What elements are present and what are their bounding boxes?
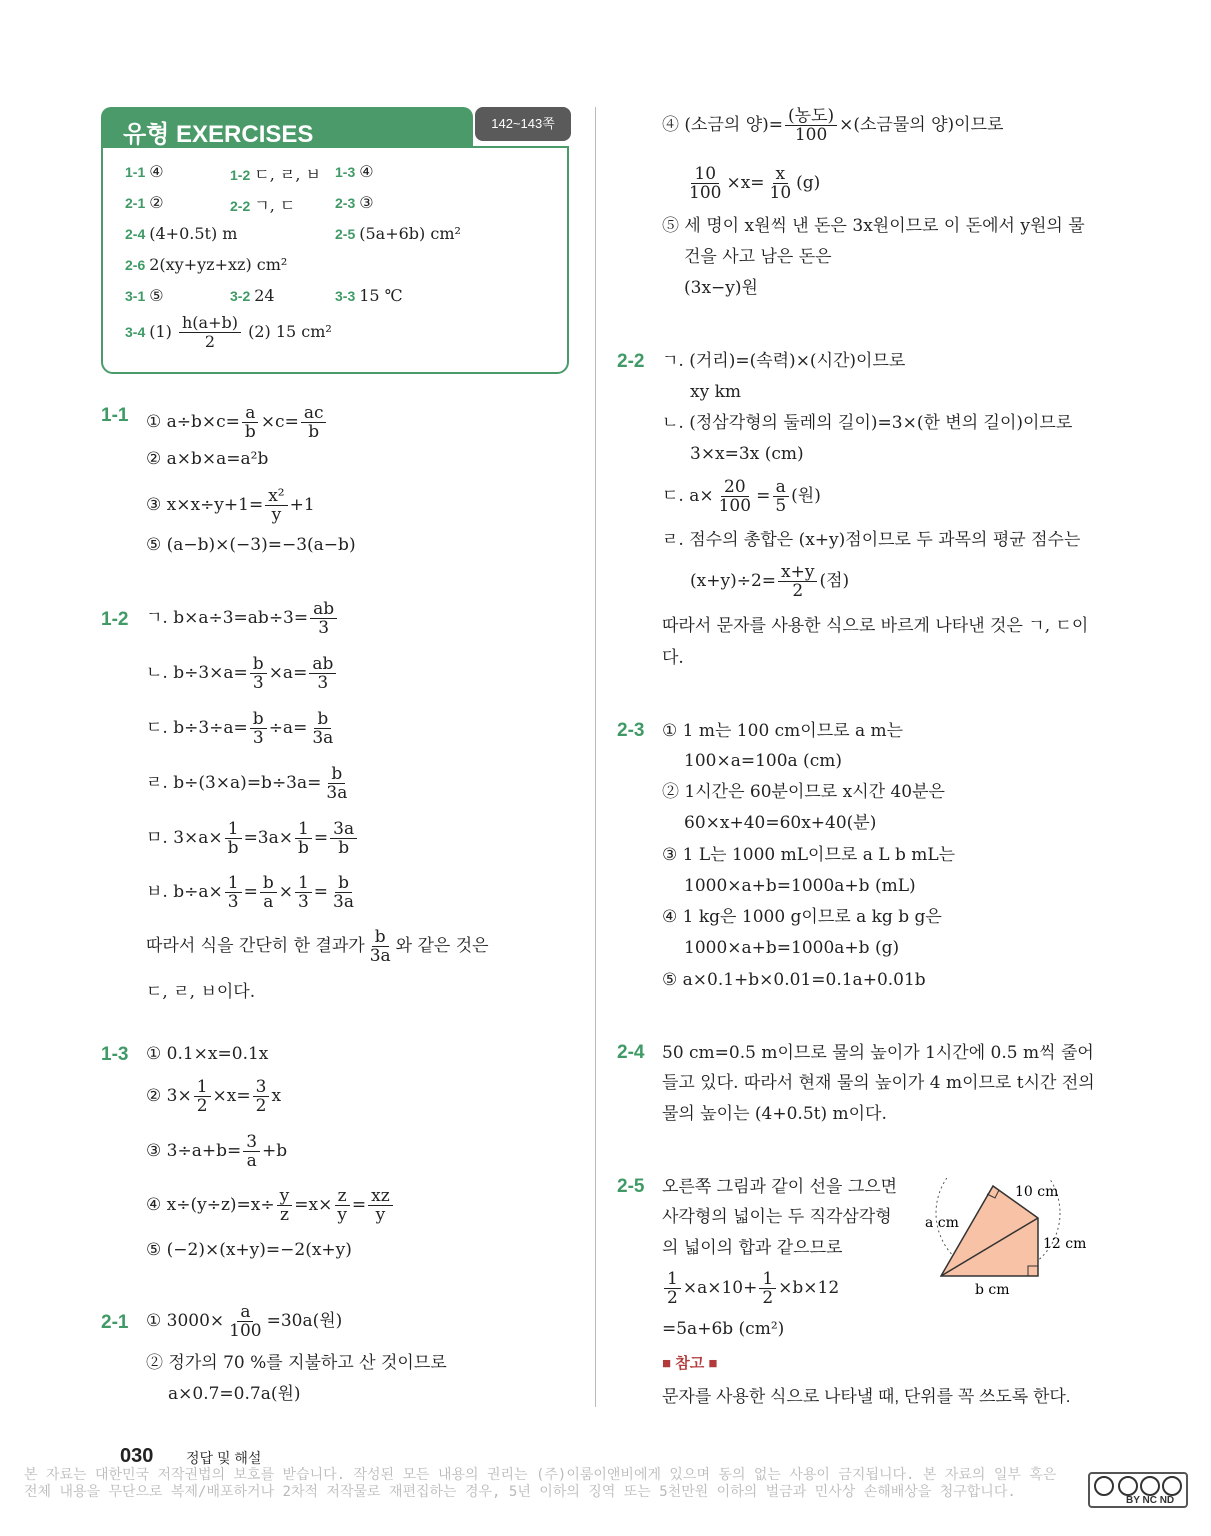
column-divider [595,107,596,1407]
label-bottom: b cm [975,1282,1010,1298]
solution-line: ② a×b×a=a²b [146,449,269,469]
problem-number: 2-4 [617,1042,645,1063]
solution-line: 건을 사고 남은 돈은 [684,247,832,267]
solution-line: 100×a=100a (cm) [684,751,842,771]
answer-item: 2-3 ③ [335,193,374,212]
solution-line: $\frac{1}{2}$ ×a×10+ $\frac{1}{2}$ ×b×12 [662,1270,839,1307]
answer-box [101,146,569,374]
copyright-notice: 본 자료는 대한민국 저작권법의 보호를 받습니다. 작성된 모든 내용의 권리는 (주)이룸이앤비에게 있으며 동의 없는 사용이 금지됩니다. 본 자료의 일부 혹은 전체 내용을 무단으로 복제/배포하거나 2차적 저작물로 재편집하는 경우, 5년 이하의 징역 또는 5천만원 이하의 벌금과 민사상 손해배상을 청구합니다. [24,1467,1057,1500]
solution-line: 따라서 식을 간단히 한 결과가 $\frac{b}{3a}$ 와 같은 것은 [146,927,489,966]
solution-line: ⑤ a×0.1+b×0.01=0.1a+0.01b [662,970,926,990]
solution-line: ⑤ (a−b)×(−3)=−3(a−b) [146,535,356,555]
solution-line: xy km [690,382,742,402]
solution-line: 다. [662,648,684,668]
problem-number: 2-2 [617,351,645,372]
solution-line: a×0.7=0.7a(원) [168,1384,301,1404]
answer-item: 2-5 (5a+6b) cm² [335,224,461,243]
solution-line: ㄴ. b÷3×a= $\frac{b}{3}$ ×a= $\frac{ab}{3}$ [146,655,338,692]
solution-line: 1000×a+b=1000a+b (g) [684,938,900,958]
page-range-tag: 142~143쪽 [475,107,571,141]
header-title: 유형 EXERCISES [123,121,314,148]
solution-line: ㄹ. 점수의 총합은 (x+y)점이므로 두 과목의 평균 점수는 [662,530,1081,550]
solution-line: ㄷ. b÷3÷a= $\frac{b}{3}$ ÷a= $\frac{b}{3a}$ [146,709,334,748]
exercises-header [101,107,473,147]
solution-line: 1000×a+b=1000a+b (mL) [684,876,916,896]
answer-item: 1-2 ㄷ, ㄹ, ㅂ [230,165,321,184]
solution-line: ① 0.1×x=0.1x [146,1044,269,1064]
label-left: a cm [925,1215,959,1231]
solution-line: ③ x×x÷y+1= $\frac{\text{x²}}{y}$ +1 [146,486,315,525]
solution-line: ㄷ, ㄹ, ㅂ이다. [146,982,256,1002]
answer-item: 3-1 ⑤ [125,286,164,305]
solution-line: ⑤ 세 명이 x원씩 낸 돈은 3x원이므로 이 돈에서 y원의 물 [662,216,1085,236]
label-top: 10 cm [1015,1184,1059,1200]
answer-item: 3-4 (1) $\frac{h(a+b)}{2}$ (2) 15 cm² [125,313,332,351]
answer-item: 2-4 (4+0.5t) m [125,224,238,243]
solution-line: ㄷ. a× $\frac{20}{100}$ = $\frac{a}{5}$ (원) [662,477,821,516]
solution-line: ② 1시간은 60분이므로 x시간 40분은 [662,782,945,802]
label-right: 12 cm [1043,1236,1087,1252]
solution-line: 50 cm=0.5 m이므로 물의 높이가 1시간에 0.5 m씩 줄어 [662,1043,1094,1063]
solution-line: ㄹ. b÷(3×a)=b÷3a= $\frac{b}{3a}$ [146,764,348,803]
solution-line: ① 1 m는 100 cm이므로 a m는 [662,721,904,741]
problem-number: 2-5 [617,1176,645,1197]
answer-item: 1-3 ④ [335,162,374,181]
solution-line: $\frac{10}{100}$ ×x= $\frac{x}{10}$ (g) [689,164,821,203]
solution-line: ② 정가의 70 %를 지불하고 산 것이므로 [146,1353,447,1373]
footer-label: 정답 및 해설 [186,1450,262,1466]
solution-line: 오른쪽 그림과 같이 선을 그으면 [662,1177,898,1197]
solution-line: ④ (소금의 양)= $\frac{\text{(농도)}}{100}$ ×(소금물의 양)이므로 [662,106,1004,145]
note-text: 문자를 사용한 식으로 나타낼 때, 단위를 꼭 쓰도록 한다. [662,1387,1071,1406]
answer-item: 2-2 ㄱ, ㄷ [230,196,296,215]
solution-line: ① a÷b×c= $\frac{a}{b}$ ×c= $\frac{ac}{b}$ [146,404,328,441]
answer-item: 2-1 ② [125,193,164,212]
cc-text: BY NC ND [1126,1495,1175,1506]
solution-line: ② 3× $\frac{1}{2}$ ×x= $\frac{3}{2}$ x [146,1077,282,1116]
cc-icons [1092,1476,1188,1496]
solution-line: (x+y)÷2= $\frac{x+y}{2}$ (점) [690,562,850,601]
solution-line: ㄴ. (정삼각형의 둘레의 길이)=3×(한 변의 길이)이므로 [662,413,1073,433]
solution-line: 60×x+40=60x+40(분) [684,813,877,833]
solution-line: ① 3000× $\frac{a}{100}$ =30a(원) [146,1302,343,1341]
solution-line: ④ 1 kg은 1000 g이므로 a kg b g은 [662,907,942,927]
page-number: 030 [120,1445,154,1467]
solution-line: ⑤ (−2)×(x+y)=−2(x+y) [146,1240,352,1260]
solution-line: 의 넓이의 합과 같으므로 [662,1238,843,1258]
problem-number: 2-3 [617,720,645,741]
problem-number: 2-1 [101,1312,129,1333]
problem-number: 1-1 [101,405,129,426]
solution-line: ③ 1 L는 1000 mL이므로 a L b mL는 [662,845,956,865]
solution-line: ③ 3÷a+b= $\frac{3}{a}$ +b [146,1132,288,1171]
cc-license-badge [1088,1472,1188,1508]
solution-line: 3×x=3x (cm) [690,444,804,464]
solution-line: ㄱ. b×a÷3=ab÷3= $\frac{ab}{3}$ [146,600,339,637]
answer-item: 3-3 15 ℃ [335,286,403,305]
solution-line: 따라서 문자를 사용한 식으로 바르게 나타낸 것은 ㄱ, ㄷ이 [662,616,1089,636]
answer-item: 2-6 2(xy+yz+xz) cm² [125,255,288,274]
solution-line: =5a+6b (cm²) [662,1319,785,1339]
problem-number: 1-3 [101,1044,129,1065]
problem-number: 1-2 [101,609,129,630]
solution-line: 사각형의 넓이는 두 직각삼각형 [662,1207,892,1227]
solution-line: 들고 있다. 따라서 현재 물의 높이가 4 m이므로 t시간 전의 [662,1073,1095,1093]
solution-line: (3x−y)원 [684,278,758,298]
solution-line: ④ x÷(y÷z)=x÷ $\frac{y}{z}$ =x× $\frac{z}{y}$ = $\frac{xz}{y}$ [146,1187,395,1224]
solution-line: ㅁ. 3×a× $\frac{1}{b}$ =3a× $\frac{1}{b}$ = $\frac{3a}{b}$ [146,820,359,857]
solution-line: ㄱ. (거리)=(속력)×(시간)이므로 [662,351,906,371]
quadrilateral-figure [925,1178,1095,1298]
answer-item: 3-2 24 [230,286,275,305]
solution-line: ㅂ. b÷a× $\frac{1}{3}$ = $\frac{b}{a}$ × $\frac{1}{3}$ = $\frac{b}{3a}$ [146,873,354,912]
note-label: ■ 참고 ■ [662,1355,718,1372]
solution-line: 물의 높이는 (4+0.5t) m이다. [662,1104,887,1124]
answer-item: 1-1 ④ [125,162,164,181]
